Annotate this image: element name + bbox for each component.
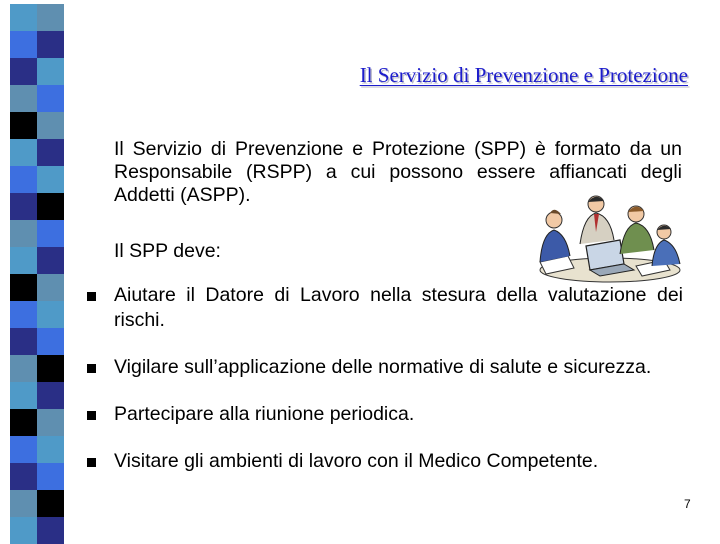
square-bullet-icon (87, 292, 96, 301)
list-item (83, 355, 683, 380)
page-number: 7 (684, 497, 691, 511)
strip-square (37, 463, 64, 490)
strip-square (10, 193, 37, 220)
strip-square (10, 139, 37, 166)
strip-square (10, 463, 37, 490)
strip-square (37, 220, 64, 247)
strip-square (10, 85, 37, 112)
strip-square (37, 58, 64, 85)
list-item (83, 402, 683, 427)
list-item-text: Visitare gli ambienti di lavoro con il Medico Competente. (114, 450, 599, 472)
intro-paragraph: Il Servizio di Prevenzione e Protezione (SPP) è formato da un Responsabile (RSPP) a cui possono essere affiancati degli Addetti (ASPP). (114, 138, 682, 206)
strip-square (37, 490, 64, 517)
list-item-text: Partecipare alla riunione periodica. (114, 403, 415, 425)
strip-square (10, 301, 37, 328)
strip-square (10, 490, 37, 517)
strip-square (37, 139, 64, 166)
strip-square (37, 328, 64, 355)
strip-square (37, 274, 64, 301)
strip-square (37, 301, 64, 328)
square-bullet-icon (87, 411, 96, 420)
strip-square (10, 382, 37, 409)
list-item (83, 283, 683, 333)
slide-title: Il Servizio di Prevenzione e Protezione (359, 63, 688, 87)
strip-square (37, 193, 64, 220)
strip-square (10, 4, 37, 31)
meeting-people-laptop-icon (524, 186, 686, 286)
list-item-text: Aiutare il Datore di Lavoro nella stesura della valutazione dei rischi. (114, 284, 683, 331)
strip-square (10, 328, 37, 355)
strip-square (37, 247, 64, 274)
strip-square (37, 436, 64, 463)
strip-square (37, 355, 64, 382)
strip-square (10, 355, 37, 382)
strip-square (37, 31, 64, 58)
square-bullet-icon (87, 364, 96, 373)
strip-square (10, 220, 37, 247)
strip-square (37, 382, 64, 409)
strip-square (10, 274, 37, 301)
strip-square (10, 166, 37, 193)
strip-square (10, 31, 37, 58)
strip-square (10, 409, 37, 436)
strip-square (37, 4, 64, 31)
decorative-square-strip (0, 0, 78, 540)
strip-square (10, 112, 37, 139)
strip-square (10, 58, 37, 85)
strip-square (37, 112, 64, 139)
duties-list (83, 283, 683, 474)
list-item (83, 449, 683, 474)
square-bullet-icon (87, 458, 96, 467)
strip-square (37, 166, 64, 193)
spp-deve-label: Il SPP deve: (114, 240, 221, 262)
strip-square (10, 247, 37, 274)
strip-square (10, 436, 37, 463)
strip-square (37, 409, 64, 436)
strip-square (37, 85, 64, 112)
list-item-text: Vigilare sull’applicazione delle normative di salute e sicurezza. (114, 356, 652, 378)
